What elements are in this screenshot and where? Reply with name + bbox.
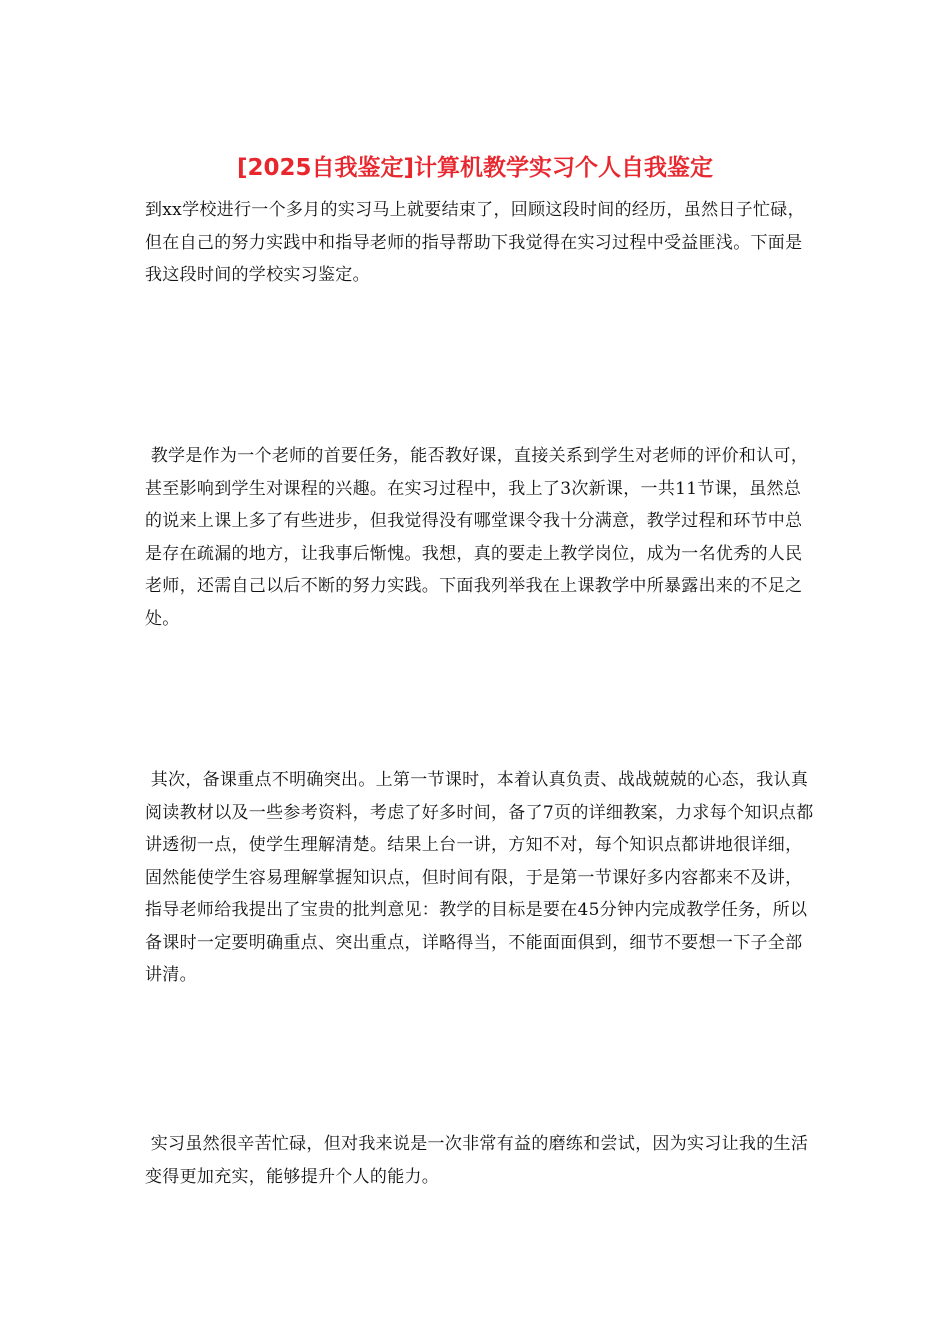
paragraph-lesson-prep: 其次，备课重点不明确突出。上第一节课时，本着认真负责、战战兢兢的心态，我认真阅读教材以及一些参考资料，考虑了好多时间，备了7页的详细教案，力求每个知识点都讲透彻一点，使学生理解清楚。结果上台一讲，方知不对，每个知识点都讲地很详细，固然能使学生容易理解掌握知识点，但时间有限，于是第一节课好多内容都来不及讲，指导老师给我提出了宝贵的批判意见：教学的目标是要在45分钟内完成教学任务，所以备课时一定要明确重点、突出重点，详略得当，不能面面俱到，细节不要想一下子全部讲清。 xyxy=(145,770,814,985)
document-title: [2025自我鉴定]计算机教学实习个人自我鉴定 xyxy=(236,155,714,181)
paragraph-conclusion: 实习虽然很辛苦忙碌，但对我来说是一次非常有益的磨练和尝试，因为实习让我的生活变得更加充实，能够提升个人的能力。 xyxy=(145,1134,809,1187)
paragraph-teaching: 教学是作为一个老师的首要任务，能否教好课，直接关系到学生对老师的评价和认可，甚至影响到学生对课程的兴趣。在实习过程中，我上了3次新课，一共11节课，虽然总的说来上课上多了有些进步，但我觉得没有哪堂课令我十分满意，教学过程和环节中总是存在疏漏的地方，让我事后惭愧。我想，真的要走上教学岗位，成为一名优秀的人民老师，还需自己以后不断的努力实践。下面我列举我在上课教学中所暴露出来的不足之处。 xyxy=(145,446,809,629)
paragraph-intro: 到xx学校进行一个多月的实习马上就要结束了，回顾这段时间的经历，虽然日子忙碌，但在自己的努力实践中和指导老师的指导帮助下我觉得在实习过程中受益匪浅。下面是我这段时间的学校实习鉴定。 xyxy=(145,200,805,285)
